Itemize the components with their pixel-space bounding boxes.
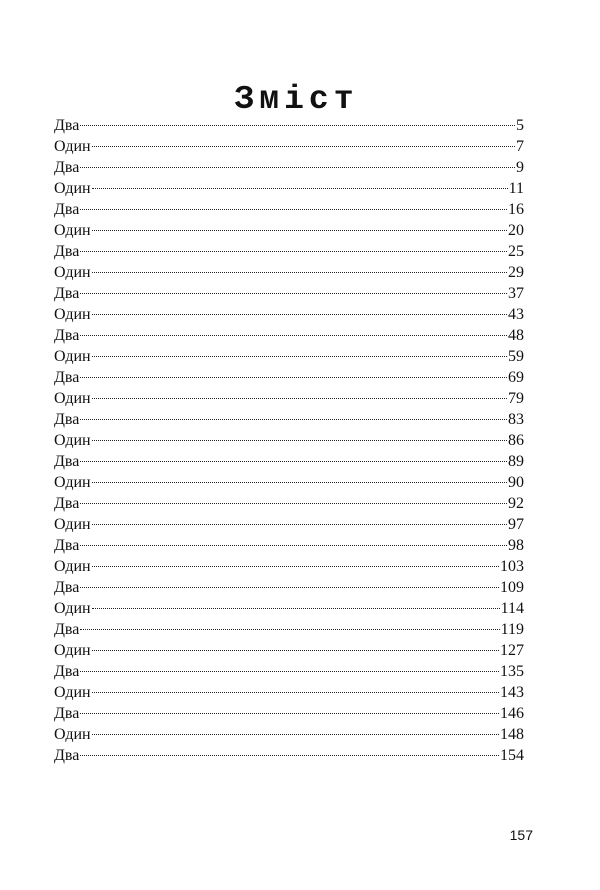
toc-entry-title: Два <box>54 159 80 176</box>
dot-leader <box>92 608 500 609</box>
toc-entry-page-number: 9 <box>516 159 524 176</box>
toc-entry[interactable] <box>54 493 524 514</box>
dot-leader <box>92 650 499 651</box>
toc-entry-title: Два <box>54 117 80 134</box>
dot-leader <box>92 566 499 567</box>
toc-entry-page-number: 83 <box>508 411 524 428</box>
table-of-contents <box>54 115 524 766</box>
toc-entry-page-number: 103 <box>500 558 524 575</box>
toc-entry-page-number: 79 <box>508 390 524 407</box>
dot-leader <box>80 461 507 462</box>
toc-entry[interactable] <box>54 556 524 577</box>
toc-entry[interactable] <box>54 682 524 703</box>
toc-entry[interactable] <box>54 136 524 157</box>
toc-entry-page-number: 146 <box>500 705 524 722</box>
toc-entry-title: Один <box>54 474 91 491</box>
toc-entry-title: Один <box>54 180 91 197</box>
toc-entry-page-number: 135 <box>500 663 524 680</box>
toc-entry[interactable] <box>54 409 524 430</box>
toc-entry-page-number: 89 <box>508 453 524 470</box>
toc-entry[interactable] <box>54 619 524 640</box>
toc-entry[interactable] <box>54 514 524 535</box>
dot-leader <box>92 230 507 231</box>
toc-entry-page-number: 90 <box>508 474 524 491</box>
toc-entry[interactable] <box>54 346 524 367</box>
toc-entry-title: Два <box>54 495 80 512</box>
toc-entry-title: Один <box>54 390 91 407</box>
dot-leader <box>80 671 499 672</box>
dot-leader <box>92 272 507 273</box>
toc-entry-title: Два <box>54 453 80 470</box>
toc-entry-title: Один <box>54 516 91 533</box>
dot-leader <box>80 335 507 336</box>
dot-leader <box>80 545 507 546</box>
toc-entry-page-number: 59 <box>508 348 524 365</box>
toc-entry-title: Один <box>54 348 91 365</box>
toc-entry-page-number: 29 <box>508 264 524 281</box>
toc-entry[interactable] <box>54 367 524 388</box>
toc-entry[interactable] <box>54 388 524 409</box>
page-number: 157 <box>509 827 533 843</box>
dot-leader <box>80 209 507 210</box>
toc-entry[interactable] <box>54 703 524 724</box>
toc-entry-page-number: 148 <box>500 726 524 743</box>
dot-leader <box>92 524 507 525</box>
dot-leader <box>80 293 507 294</box>
toc-entry[interactable] <box>54 283 524 304</box>
toc-entry-page-number: 127 <box>500 642 524 659</box>
dot-leader <box>92 314 507 315</box>
toc-entry-page-number: 37 <box>508 285 524 302</box>
dot-leader <box>92 146 515 147</box>
toc-entry-title: Один <box>54 264 91 281</box>
toc-entry-page-number: 119 <box>500 621 524 638</box>
toc-entry-title: Два <box>54 663 80 680</box>
dot-leader <box>80 503 507 504</box>
toc-entry[interactable] <box>54 577 524 598</box>
toc-entry-title: Один <box>54 306 91 323</box>
toc-entry[interactable] <box>54 430 524 451</box>
dot-leader <box>92 188 508 189</box>
toc-entry[interactable] <box>54 157 524 178</box>
toc-entry-title: Один <box>54 684 91 701</box>
toc-entry-page-number: 154 <box>500 747 524 764</box>
dot-leader <box>80 755 499 756</box>
toc-entry-title: Один <box>54 432 91 449</box>
toc-entry[interactable] <box>54 661 524 682</box>
toc-entry-title: Один <box>54 726 91 743</box>
toc-entry[interactable] <box>54 115 524 136</box>
toc-entry-page-number: 48 <box>508 327 524 344</box>
toc-entry-page-number: 109 <box>500 579 524 596</box>
toc-entry-title: Два <box>54 285 80 302</box>
toc-entry-title: Два <box>54 579 80 596</box>
toc-entry-title: Два <box>54 537 80 554</box>
toc-entry-page-number: 25 <box>508 243 524 260</box>
toc-entry[interactable] <box>54 325 524 346</box>
toc-entry-title: Два <box>54 705 80 722</box>
toc-entry[interactable] <box>54 304 524 325</box>
toc-entry[interactable] <box>54 199 524 220</box>
toc-entry[interactable] <box>54 262 524 283</box>
toc-entry-title: Два <box>54 411 80 428</box>
dot-leader <box>92 356 507 357</box>
toc-entry-title: Два <box>54 369 80 386</box>
toc-entry-title: Два <box>54 747 80 764</box>
toc-entry[interactable] <box>54 472 524 493</box>
toc-entry[interactable] <box>54 535 524 556</box>
dot-leader <box>92 398 507 399</box>
toc-entry-title: Один <box>54 600 91 617</box>
toc-entry-title: Два <box>54 621 80 638</box>
toc-entry[interactable] <box>54 241 524 262</box>
toc-entry-title: Один <box>54 222 91 239</box>
toc-entry[interactable] <box>54 640 524 661</box>
dot-leader <box>92 692 499 693</box>
toc-entry-page-number: 16 <box>508 201 524 218</box>
toc-entry-title: Два <box>54 243 80 260</box>
toc-entry-page-number: 92 <box>508 495 524 512</box>
toc-entry-title: Два <box>54 327 80 344</box>
dot-leader <box>80 377 507 378</box>
dot-leader <box>92 440 507 441</box>
dot-leader <box>80 251 507 252</box>
toc-entry-title: Один <box>54 138 91 155</box>
toc-entry[interactable] <box>54 598 524 619</box>
toc-entry-page-number: 114 <box>500 600 524 617</box>
toc-entry-page-number: 98 <box>508 537 524 554</box>
page-title: Зміст <box>234 81 359 119</box>
dot-leader <box>80 125 515 126</box>
dot-leader <box>80 167 515 168</box>
toc-entry-page-number: 69 <box>508 369 524 386</box>
dot-leader <box>80 713 499 714</box>
dot-leader <box>92 482 507 483</box>
toc-entry-page-number: 7 <box>516 138 524 155</box>
toc-entry[interactable] <box>54 451 524 472</box>
toc-entry-page-number: 86 <box>508 432 524 449</box>
toc-entry[interactable] <box>54 724 524 745</box>
dot-leader <box>80 587 499 588</box>
toc-entry-page-number: 97 <box>508 516 524 533</box>
toc-entry-page-number: 11 <box>508 180 524 197</box>
toc-entry-title: Один <box>54 642 91 659</box>
toc-entry[interactable] <box>54 745 524 766</box>
toc-entry[interactable] <box>54 178 524 199</box>
toc-entry-page-number: 5 <box>516 117 524 134</box>
dot-leader <box>92 734 499 735</box>
toc-entry-title: Один <box>54 558 91 575</box>
toc-entry-page-number: 143 <box>500 684 524 701</box>
dot-leader <box>80 629 499 630</box>
toc-entry-title: Два <box>54 201 80 218</box>
toc-entry[interactable] <box>54 220 524 241</box>
toc-entry-page-number: 20 <box>508 222 524 239</box>
toc-entry-page-number: 43 <box>508 306 524 323</box>
dot-leader <box>80 419 507 420</box>
